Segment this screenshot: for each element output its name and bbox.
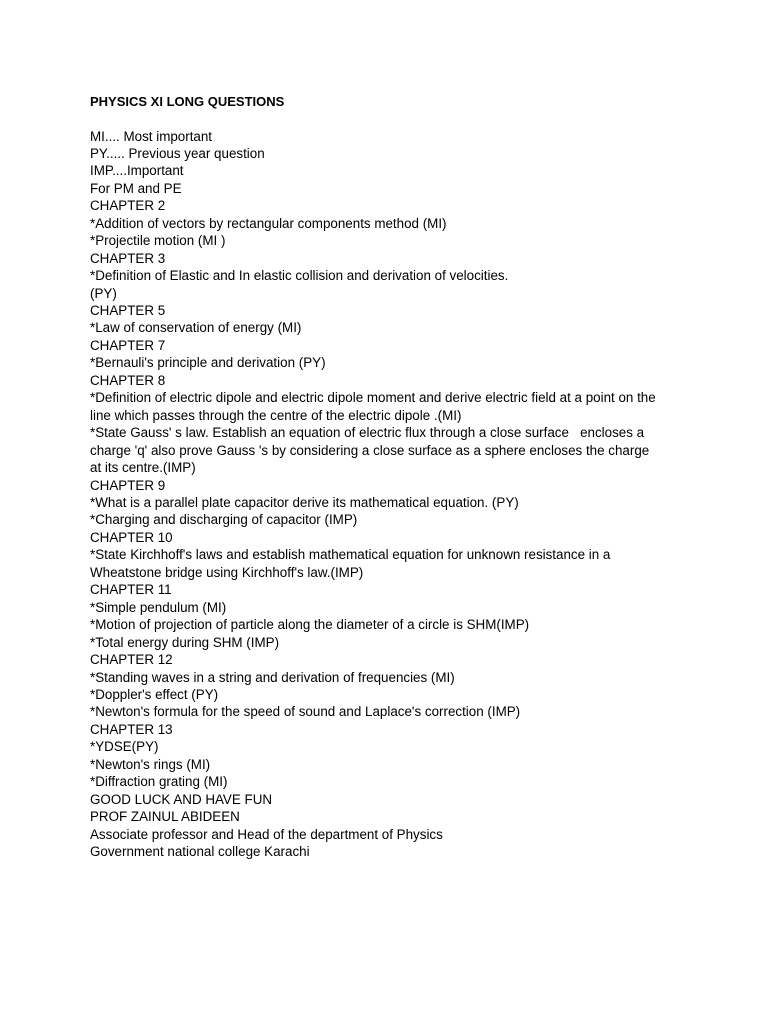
- question-line: *State Gauss' s law. Establish an equation of electric flux through a close surface encloses a: [90, 425, 645, 441]
- question-line: *Addition of vectors by rectangular components method (MI): [90, 215, 447, 231]
- legend-imp: IMP....Important: [90, 163, 184, 179]
- question-line: *Newton's formula for the speed of sound and Laplace's correction (IMP): [90, 704, 521, 720]
- question-line: *Diffraction grating (MI): [90, 774, 228, 790]
- question-line: *Doppler's effect (PY): [90, 687, 219, 702]
- chapter-heading: CHAPTER 10: [90, 529, 173, 545]
- question-line: *YDSE(PY): [90, 739, 159, 755]
- question-line: *Standing waves in a string and derivation of frequencies (MI): [90, 669, 455, 685]
- question-line: charge 'q' also prove Gauss 's by considering a close surface as a sphere encloses the charge: [90, 442, 650, 458]
- question-line: (PY): [90, 285, 117, 301]
- question-line: *Charging and discharging of capacitor (IMP): [90, 512, 358, 528]
- question-line: *What is a parallel plate capacitor derive its mathematical equation. (PY): [90, 495, 519, 511]
- legend-py: PY..... Previous year question: [90, 145, 265, 161]
- question-line: *Definition of Elastic and In elastic collision and derivation of velocities.: [90, 268, 509, 284]
- chapter-heading: CHAPTER 9: [90, 477, 166, 493]
- chapter-heading: CHAPTER 5: [90, 303, 166, 319]
- legend-mi: MI.... Most important: [90, 128, 213, 144]
- author-title: Associate professor and Head of the department of Physics: [90, 826, 443, 842]
- question-line: *Total energy during SHM (IMP): [90, 634, 280, 650]
- chapter-heading: CHAPTER 12: [90, 652, 173, 668]
- document-body: [90, 128, 708, 861]
- chapter-heading: CHAPTER 8: [90, 372, 166, 388]
- chapter-heading: CHAPTER 11: [90, 582, 172, 598]
- document-title: PHYSICS XI LONG QUESTIONS: [90, 94, 285, 109]
- audience-line: For PM and PE: [90, 180, 182, 196]
- question-line: *State Kirchhoff's laws and establish mathematical equation for unknown resistance in a: [90, 547, 611, 563]
- question-line: *Motion of projection of particle along the diameter of a circle is SHM(IMP): [90, 617, 530, 633]
- closing-line: GOOD LUCK AND HAVE FUN: [90, 791, 273, 807]
- chapter-heading: CHAPTER 2: [90, 198, 166, 214]
- question-line: *Newton's rings (MI): [90, 756, 211, 772]
- chapter-heading: CHAPTER 3: [90, 250, 166, 266]
- question-line: *Law of conservation of energy (MI): [90, 320, 302, 336]
- question-line: *Simple pendulum (MI): [90, 599, 227, 615]
- question-line: line which passes through the centre of the electric dipole .(MI): [90, 407, 462, 423]
- chapter-heading: CHAPTER 7: [90, 337, 166, 353]
- author-institution: Government national college Karachi: [90, 844, 310, 860]
- question-line: *Bernauli's principle and derivation (PY): [90, 355, 326, 371]
- question-line: *Projectile motion (MI ): [90, 233, 226, 249]
- question-line: at its centre.(IMP): [90, 460, 196, 476]
- chapter-heading: CHAPTER 13: [90, 721, 173, 737]
- author-name: PROF ZAINUL ABIDEEN: [90, 809, 240, 825]
- question-line: *Definition of electric dipole and electric dipole moment and derive electric field at a point on the: [90, 390, 656, 406]
- question-line: Wheatstone bridge using Kirchhoff's law.(IMP): [90, 564, 364, 580]
